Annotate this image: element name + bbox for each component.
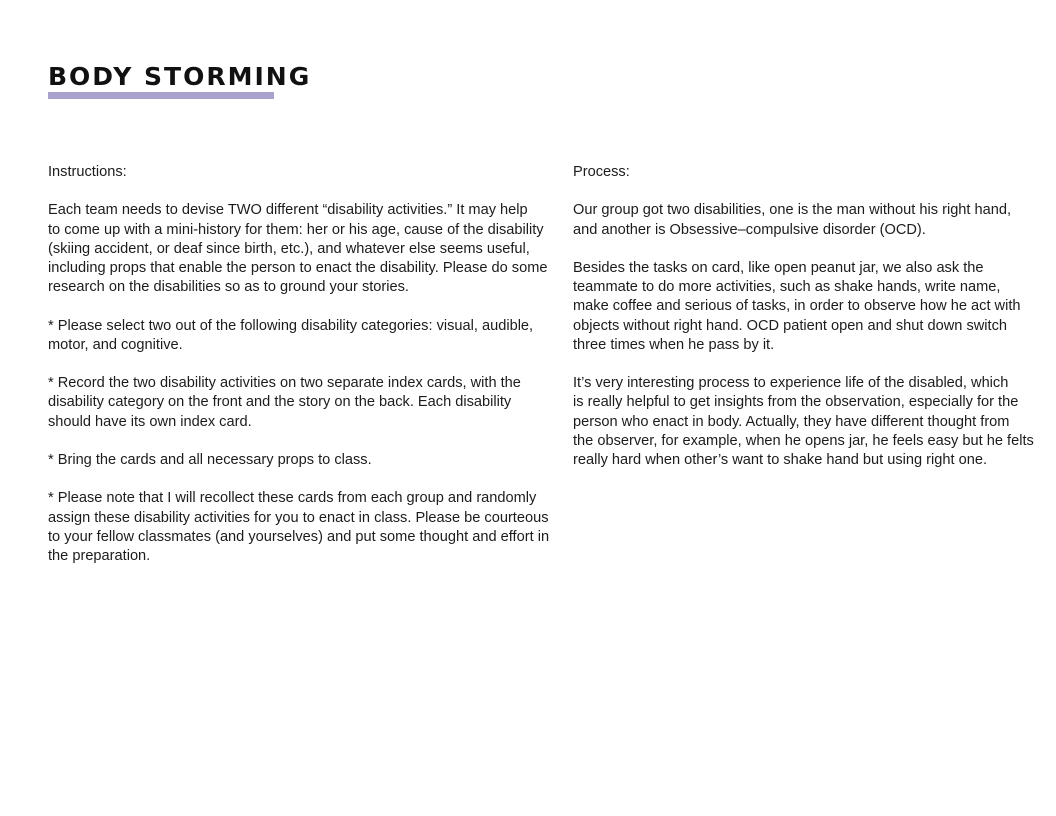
text-line: (skiing accident, or deaf since birth, etc.), and whatever else seems useful, <box>48 240 530 257</box>
instructions-column <box>48 163 550 585</box>
text-line: Our group got two disabilities, one is the man without his right hand, <box>573 202 1012 219</box>
instructions-paragraph-3 <box>48 374 538 432</box>
process-paragraph-1 <box>573 201 1013 239</box>
text-line: * Bring the cards and all necessary props to class. <box>48 451 372 468</box>
text-line: * Please select two out of the following disability categories: visual, audible, <box>48 317 534 334</box>
text-line: really hard when other’s want to shake hand but using right one. <box>573 452 988 468</box>
instructions-paragraph-4 <box>48 451 538 470</box>
text-line: should have its own index card. <box>48 413 252 430</box>
text-line: teammate to do more activities, such as shake hands, write name, <box>573 279 1001 296</box>
text-line: and another is Obsessive–compulsive disorder (OCD). <box>573 221 926 238</box>
text-line: to your fellow classmates (and yourselves) and put some thought and effort in <box>48 528 550 545</box>
instructions-paragraph-1 <box>48 201 548 297</box>
text-line: objects without right hand. OCD patient open and shut down switch <box>573 317 1008 334</box>
text-line: to come up with a mini-history for them: her or his age, cause of the disability <box>48 221 544 238</box>
text-line: assign these disability activities for you to enact in class. Please be courteous <box>48 509 549 526</box>
text-line: the observer, for example, when he opens jar, he feels easy but he felts <box>573 432 1034 449</box>
text-line: * Please note that I will recollect these cards from each group and randomly <box>48 490 537 507</box>
page-title: BODY STORMING <box>48 62 312 91</box>
process-column <box>573 163 1034 489</box>
text-line: disability category on the front and the story on the back. Each disability <box>48 394 512 411</box>
text-line: three times when he pass by it. <box>573 336 775 353</box>
process-paragraph-3 <box>573 374 1034 470</box>
text-line: make coffee and serious of tasks, in order to observe how he act with <box>573 298 1021 315</box>
process-paragraph-2 <box>573 259 1021 355</box>
text-line: motor, and cognitive. <box>48 336 183 353</box>
text-line: person who enact in body. Actually, they have different thought from <box>573 413 1010 430</box>
text-line: research on the disabilities so as to ground your stories. <box>48 279 409 296</box>
text-line: Each team needs to devise TWO different “disability activities.” It may help <box>48 202 528 219</box>
title-block <box>48 62 312 99</box>
text-line: is really helpful to get insights from the observation, especially for the <box>573 394 1019 411</box>
title-underline <box>48 92 274 99</box>
text-line: including props that enable the person to enact the disability. Please do some <box>48 260 548 276</box>
instructions-paragraph-2 <box>48 317 538 355</box>
text-line: It’s very interesting process to experience life of the disabled, which <box>573 375 1009 392</box>
instructions-heading: Instructions: <box>48 164 127 180</box>
text-line: Besides the tasks on card, like open peanut jar, we also ask the <box>573 259 984 276</box>
text-line: * Record the two disability activities on two separate index cards, with the <box>48 375 521 392</box>
process-heading: Process: <box>573 164 630 180</box>
instructions-paragraph-5 <box>48 489 550 566</box>
text-line: the preparation. <box>48 547 151 564</box>
